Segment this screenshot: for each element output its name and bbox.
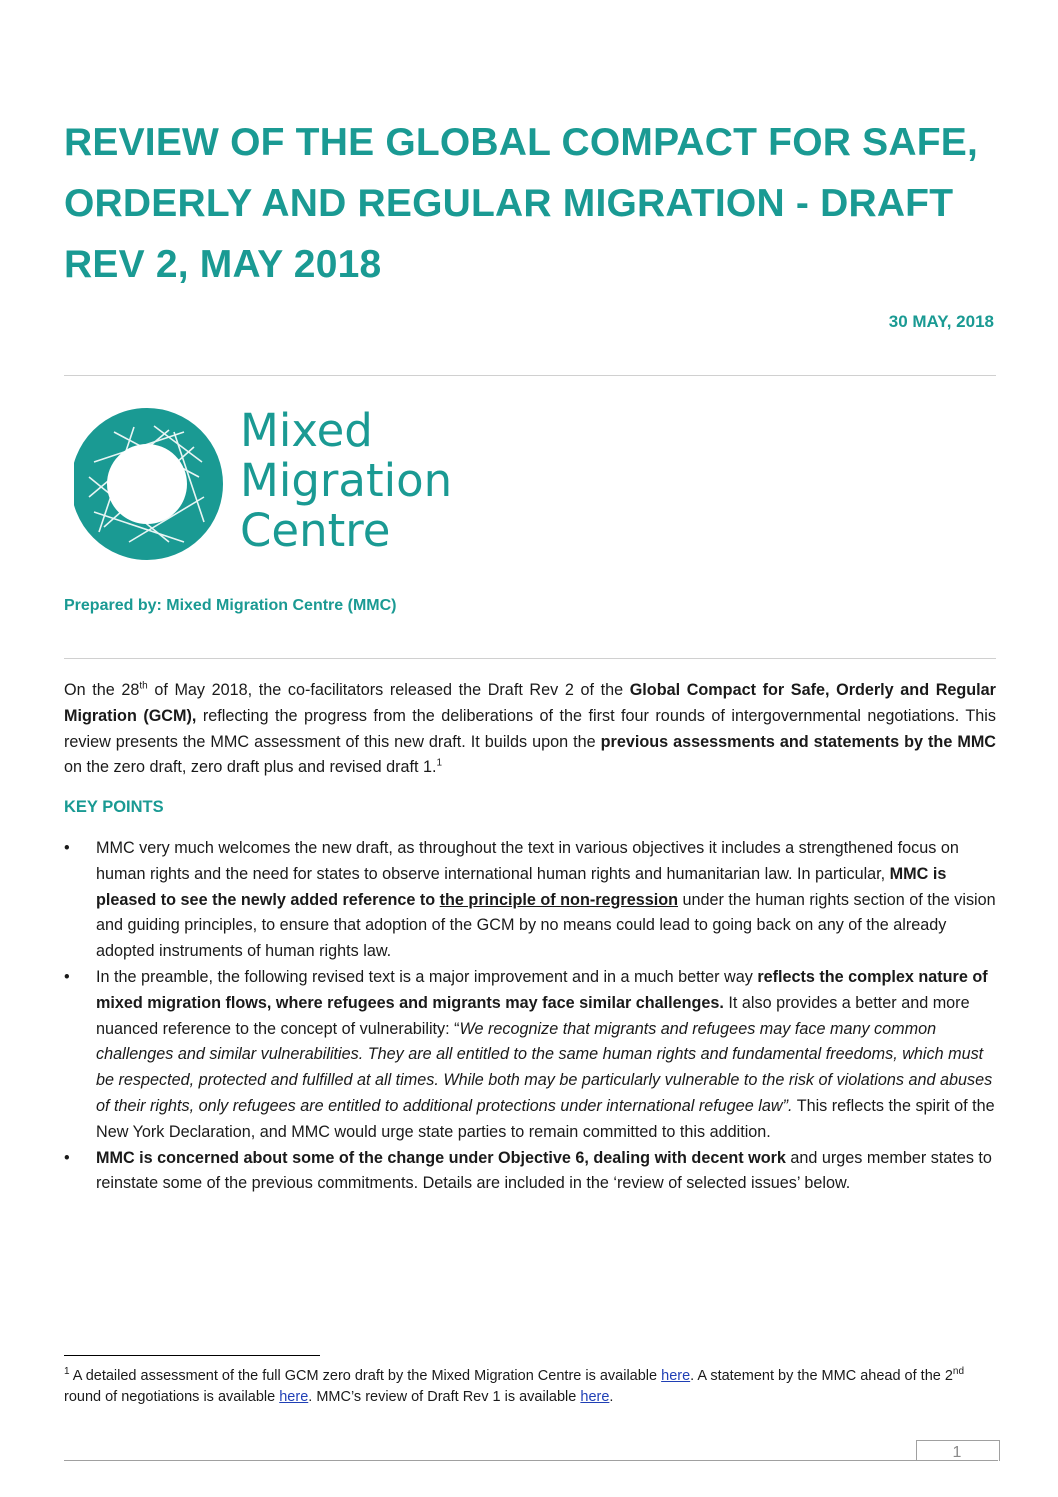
key-points-list: [64, 836, 996, 1197]
intro-bold-1: Global Compact for Safe, Orderly and Regular Migration (GCM),: [64, 681, 996, 725]
bullet-1-bold: MMC is pleased to see the newly added reference to: [96, 864, 947, 909]
footnote-link-2[interactable]: here: [279, 1389, 309, 1405]
footnote-ref: 1: [436, 758, 443, 769]
mmc-logo-wordmark: [240, 406, 452, 556]
footnote-number: 1: [64, 1366, 70, 1378]
intro-paragraph: [64, 678, 996, 781]
list-item: [64, 1146, 996, 1198]
footnote-link-1[interactable]: here: [661, 1368, 691, 1384]
divider-middle: [64, 658, 996, 659]
footnote-sup: nd: [952, 1366, 965, 1378]
prepared-by: Prepared by: Mixed Migration Centre (MMC): [64, 597, 397, 614]
footnote-link-3[interactable]: here: [580, 1389, 610, 1405]
document-date: 30 MAY, 2018: [888, 312, 994, 331]
bullet-2-text-3: This reflects the spirit of the New York Declaration, and MMC would urge state parties to remain committed to this addition.: [96, 1096, 995, 1141]
intro-text-3: reflecting the progress from the deliberations of the first four rounds of intergovernmental negotiations. This review presents the MMC assessment of this new draft. It builds upon the: [64, 706, 996, 751]
bullet-3-bold: MMC is concerned about some of the change under Objective 6, dealing with decent work: [96, 1148, 786, 1167]
logo-word-centre: Centre: [240, 504, 391, 557]
footnote-text-1: A detailed assessment of the full GCM zero draft by the Mixed Migration Centre is available: [69, 1368, 662, 1384]
footer-rule: [64, 1460, 998, 1461]
intro-text-1: On the 28: [64, 681, 140, 699]
logo-word-migration: Migration: [240, 454, 453, 507]
footnote-text-3: round of negotiations is available: [64, 1389, 280, 1405]
list-item: [64, 836, 996, 965]
list-item: [64, 965, 996, 1146]
key-points-heading: KEY POINTS: [64, 798, 164, 816]
bullet-icon: •: [64, 1148, 70, 1167]
bullet-3-text-1: and urges member states to reinstate some of the previous commitments. Details are included in the ‘review of selected issues’ below.: [96, 1148, 992, 1193]
bullet-2-bold: reflects the complex nature of mixed migration flows, where refugees and migrants may face similar challenges.: [96, 967, 988, 1012]
bullet-2-text-2: It also provides a better and more nuanced reference to the concept of vulnerability: “: [96, 993, 970, 1038]
bullet-1-bold-underlined: the principle of non-regression: [439, 890, 678, 909]
mmc-logo: [74, 402, 474, 566]
footnote-text-4: . MMC’s review of Draft Rev 1 is available: [308, 1389, 581, 1405]
intro-sup-1: th: [139, 680, 148, 692]
divider-top: [64, 375, 996, 376]
footnote: [64, 1366, 996, 1408]
intro-text-4: on the zero draft, zero draft plus and revised draft 1.: [64, 758, 437, 777]
intro-text-2: of May 2018, the co-facilitators released the Draft Rev 2 of the: [147, 681, 630, 699]
bullet-2-quote: We recognize that migrants and refugees may face many common challenges and similar vulnerabilities. They are all entitled to the same human rights and fundamental freedoms, which must be respected, protected and fulfilled at all times. While both may be particularly vulnerable to the risk of violations and abuses of their rights, only refugees are entitled to additional protections under international refugee law”.: [96, 1019, 993, 1115]
intro-bold-2: previous assessments and statements by the MMC: [600, 732, 996, 751]
title-line-2: ORDERLY AND REGULAR MIGRATION - DRAFT: [64, 182, 954, 225]
footnote-divider: [64, 1355, 320, 1356]
bullet-1-text-1: MMC very much welcomes the new draft, as throughout the text in various objectives it includes a strengthened focus on human rights and the need for states to observe international human rights and humanitarian law. In particular,: [96, 839, 959, 883]
logo-word-mixed: Mixed: [240, 404, 373, 457]
footnote-text-5: .: [609, 1389, 614, 1405]
mmc-logo-ring-icon: [74, 402, 224, 562]
title-line-1: REVIEW OF THE GLOBAL COMPACT FOR SAFE,: [64, 121, 978, 164]
bullet-1-text-2: under the human rights section of the vision and guiding principles, to ensure that adoption of the GCM by no means could lead to going back on any of the already adopted instruments of human rights law.: [96, 890, 996, 961]
bullet-2-text-1: In the preamble, the following revised text is a major improvement and in a much better way: [96, 967, 758, 986]
bullet-icon: •: [64, 967, 70, 986]
title-line-3: REV 2, MAY 2018: [64, 243, 382, 286]
bullet-icon: •: [64, 839, 70, 857]
page-number: 1: [952, 1444, 962, 1461]
footnote-text-2: . A statement by the MMC ahead of the 2: [690, 1368, 953, 1384]
document-title: [64, 112, 994, 295]
